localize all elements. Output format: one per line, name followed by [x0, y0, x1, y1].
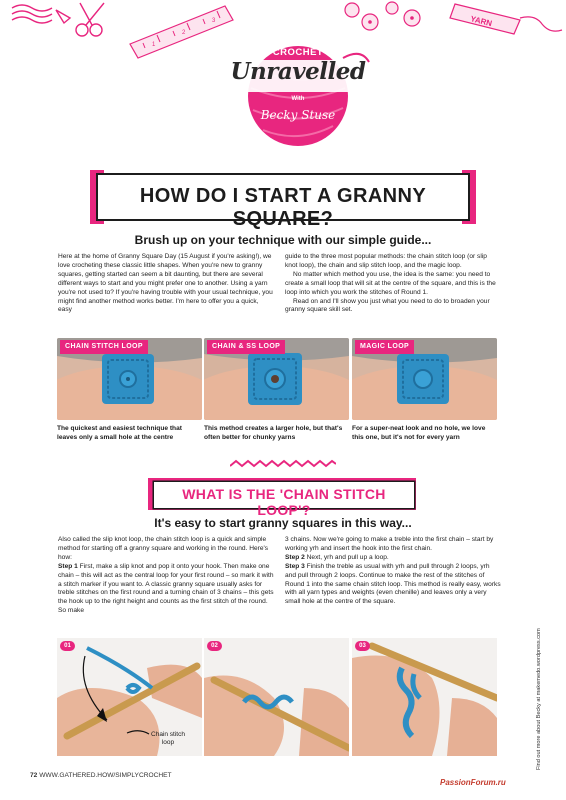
logo-unravelled-word: Unravelled: [230, 58, 366, 85]
steps-column-left: [58, 536, 274, 616]
ruler-number: 1: [152, 42, 156, 48]
yarn-tag-icon: [450, 4, 562, 34]
logo-with-word: With: [291, 96, 305, 102]
step-photo-3: [352, 638, 497, 756]
step-3-paragraph: [285, 563, 501, 608]
steps-paragraph: Also called the slip knot loop, the chain stitch loop is a quick and simple method for starting off a granny square and working in the round. Here's how:: [58, 536, 269, 561]
side-note: [536, 590, 548, 770]
intro-column-right: [285, 253, 501, 315]
side-note-text: Find out more about Becky at makemedo.wordpress.com: [536, 628, 542, 770]
scissors-icon: [76, 3, 104, 36]
method-caption: This method creates a larger hole, but that's often better for chunky yarns: [204, 425, 343, 441]
page-title: HOW DO I START A GRANNY SQUARE?: [139, 185, 427, 230]
steps-paragraph: 3 chains. Now we're going to make a treble into the first chain – start by working yrh and insert the hook into the first chain.: [285, 536, 494, 552]
svg-text:YARN: YARN: [469, 14, 493, 29]
page-footer: [30, 772, 172, 779]
intro-paragraph: Read on and I'll show you just what you need to do to broaden your granny square skill set.: [285, 297, 490, 314]
footer-url: WWW.GATHERED.HOW/SIMPLYCROCHET: [39, 772, 172, 779]
step-text: Next, yrh and pull up a loop.: [306, 553, 389, 561]
method-label-tag: CHAIN STITCH LOOP: [60, 340, 148, 354]
step-number-badge: 02: [207, 641, 222, 651]
intro-paragraph: Here at the home of Granny Square Day (15 August if you're asking!), we love crocheting these classic little shapes. When you're new to granny squares, getting started can seem a bit daunting, but there are several different ways to start and you might prefer one to another. Using a yarn you're not used to? If you're having trouble with your usual technique, you might find another method works better. I'm here to offer you a quick, easy: [58, 253, 273, 314]
step-photo-2: [204, 638, 349, 756]
yarn-skein-icon: [12, 5, 70, 23]
button-icon: [345, 2, 420, 30]
method-caption: For a super-neat look and no hole, we love this one, but it's not for every yarn: [352, 425, 486, 441]
method-caption: The quickest and easiest technique that leaves only a small hole at the centre: [57, 425, 182, 441]
logo-author-name: Becky Stuse: [260, 108, 336, 122]
section-heading: WHAT IS THE 'CHAIN STITCH LOOP'?: [182, 486, 386, 518]
step-number-badge: 01: [60, 641, 75, 651]
tape-measure-icon: [130, 6, 233, 58]
step-label: Step 3: [285, 562, 305, 570]
photo-annotation: Chain stitch loop: [151, 731, 185, 746]
steps-column-right: [285, 536, 501, 607]
section-subtitle: It's easy to start granny squares in this way...: [154, 516, 412, 530]
zigzag-divider: [230, 458, 336, 470]
step-label: Step 1: [58, 562, 78, 570]
page-subtitle: Brush up on your technique with our simple guide...: [134, 233, 432, 247]
step-text: First, make a slip knot and pop it onto your hook. Then make one chain – this will act as the central loop for your first round – so mark it with a stitch marker if you want to. A classic granny square usually asks for treble stitches on the first round and a turning chain of 3 chains – this gets the hook up to the right height and counts as the first stitch of the round. So make: [58, 562, 274, 615]
step-number-badge: 03: [355, 641, 370, 651]
step-1-paragraph: [58, 563, 274, 616]
step-label: Step 2: [285, 553, 305, 561]
column-logo: [223, 38, 373, 158]
ruler-number: 3: [212, 18, 216, 24]
intro-paragraph: No matter which method you use, the idea is the same: you need to create a small loop that will sit at the centre of the square, and this is the loop into which you work the stitches of Round 1.: [285, 270, 496, 296]
step-2-paragraph: [285, 554, 501, 563]
logo-crochet-word: CROCHET: [272, 47, 324, 58]
intro-column-left: [58, 253, 274, 315]
method-label-tag: CHAIN & SS LOOP: [207, 340, 285, 354]
step-text: Finish the treble as usual with yrh and pull through 2 loops, yrh and pull through 2 loops. Continue to make the rest of the stitches of Round 1 into the same chain stitch loop. This method is really easy, works with all yarn types and weights (even chenille) and leaves only a very small hole at the centre of the square.: [285, 562, 501, 606]
page-number: 72: [30, 772, 38, 779]
intro-paragraph: guide to the three most popular methods: the chain stitch loop (or slip knot loop), the chain and slip stitch loop, and the magic loop.: [285, 253, 487, 269]
watermark: PassionForum.ru: [440, 778, 506, 787]
ruler-number: 2: [182, 30, 186, 36]
method-label-tag: MAGIC LOOP: [355, 340, 414, 354]
